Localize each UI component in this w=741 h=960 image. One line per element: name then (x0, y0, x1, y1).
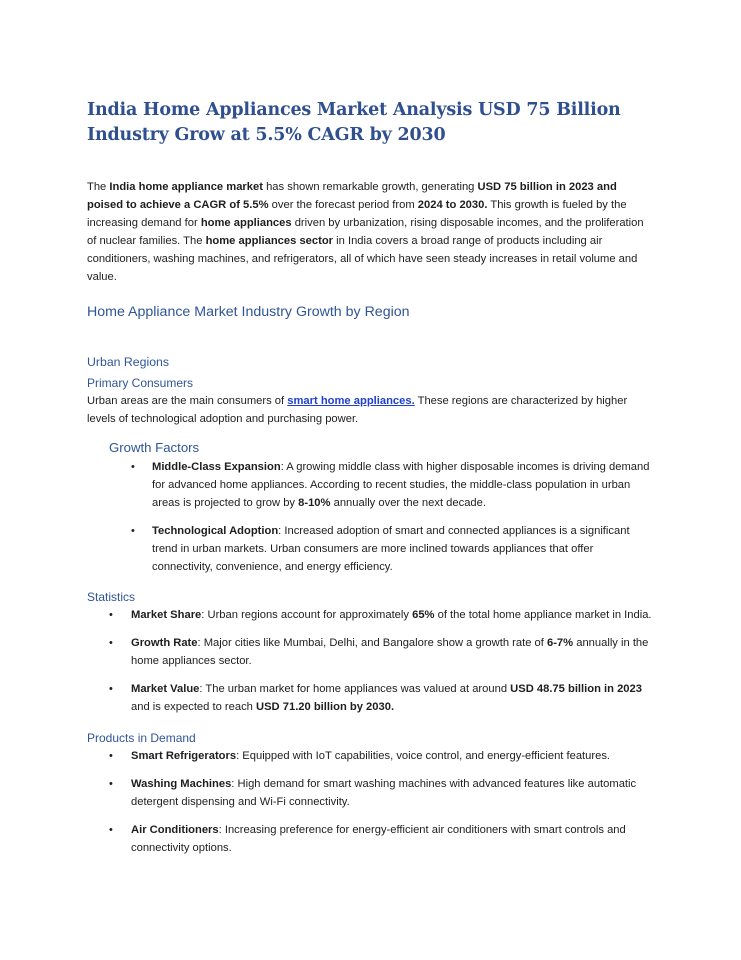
bullet-icon: • (109, 683, 113, 695)
list-item-bold: 8-10% (298, 497, 331, 509)
smart-home-appliances-link[interactable]: smart home appliances. (287, 395, 415, 407)
list-item-text: : Urban regions account for approximately (201, 609, 413, 621)
intro-text-6: in India covers a broad range of products including air conditioners, washing machines, and refrigerators, all of which have seen steady increases in retail volume and value. (87, 235, 638, 283)
list-item-label: Growth Rate (131, 637, 198, 649)
growth-factors-heading: Growth Factors (109, 440, 200, 455)
bullet-icon: • (131, 461, 135, 473)
primary-consumers-paragraph (87, 392, 653, 428)
list-item-label: Air Conditioners (131, 824, 219, 836)
list-item-text: : Increased adoption of smart and connected appliances is a significant trend in urban markets. Urban consumers are more inclined towards appliances that offer connectivity, convenience, and energy efficiency. (152, 525, 630, 573)
list-item-bold: USD 48.75 billion in 2023 (510, 683, 642, 695)
products-heading: Products in Demand (87, 731, 196, 745)
list-item-text: : Increasing preference for energy-efficient air conditioners with smart controls and connectivity options. (131, 824, 626, 854)
list-item-label: Washing Machines (131, 778, 232, 790)
list-item-text: : Equipped with IoT capabilities, voice control, and energy-efficient features. (236, 750, 611, 762)
intro-bold-4: home appliances (200, 217, 292, 229)
list-item (87, 680, 653, 716)
list-item-label: Technological Adoption (152, 525, 279, 537)
page-title: India Home Appliances Market Analysis USD 75 Billion Industry Grow at 5.5% CAGR by 2030 (87, 100, 621, 145)
intro-bold-5: home appliances sector (205, 235, 334, 247)
list-item-label: Smart Refrigerators (131, 750, 237, 762)
primary-text-2: These regions are characterized by higher levels of technological adoption and purchasing power. (87, 395, 628, 425)
bullet-icon: • (131, 525, 135, 537)
intro-text-3: over the forecast period from (268, 199, 418, 211)
list-item-label: Middle-Class Expansion (152, 461, 281, 473)
list-item-text-mid: and is expected to reach (131, 701, 257, 713)
statistics-heading: Statistics (87, 590, 136, 604)
list-item (87, 747, 653, 765)
list-item-text: : A growing middle class with higher disposable incomes is driving demand for advanced home appliances. According to recent studies, the middle-class population in urban areas is projected to grow by (152, 461, 650, 509)
list-item (87, 634, 653, 670)
list-item-label: Market Value (131, 683, 200, 695)
list-item-text: : The urban market for home appliances was valued at around (199, 683, 511, 695)
list-item-text-end: annually in the home appliances sector. (131, 637, 649, 667)
products-list (87, 747, 653, 857)
urban-regions-heading: Urban Regions (87, 355, 170, 369)
list-item (87, 775, 653, 811)
list-item-text: : High demand for smart washing machines with advanced features like automatic detergent dispensing and Wi-Fi connectivity. (131, 778, 637, 808)
document-page (87, 98, 653, 857)
intro-bold-3: 2024 to 2030. (417, 199, 488, 211)
bullet-icon: • (109, 750, 113, 762)
list-item (87, 606, 653, 624)
bullet-icon: • (109, 824, 113, 836)
intro-bold-2: USD 75 billion in 2023 and poised to achieve a CAGR of 5.5% (87, 181, 617, 211)
primary-consumers-heading: Primary Consumers (87, 376, 194, 390)
list-item (87, 821, 653, 857)
list-item-bold: 65% (412, 609, 435, 621)
intro-text-1: The (87, 181, 110, 193)
list-item-text-end: annually over the next decade. (330, 497, 486, 509)
list-item-text: : Major cities like Mumbai, Delhi, and Bangalore show a growth rate of (197, 637, 547, 649)
bullet-icon: • (109, 637, 113, 649)
list-item-text-end: of the total home appliance market in India. (434, 609, 652, 621)
growth-factors-list (87, 458, 653, 576)
intro-text-5: driven by urbanization, rising disposable incomes, and the proliferation of nuclear families. The (87, 217, 644, 247)
list-item (87, 458, 653, 512)
section-heading: Home Appliance Market Industry Growth by Region (87, 304, 410, 320)
statistics-list (87, 606, 653, 716)
primary-text-1: Urban areas are the main consumers of (87, 395, 288, 407)
intro-text-4: This growth is fueled by the increasing demand for (87, 199, 627, 229)
list-item-bold: 6-7% (546, 637, 574, 649)
bullet-icon: • (109, 778, 113, 790)
intro-text-2: has shown remarkable growth, generating (262, 181, 478, 193)
intro-paragraph (87, 178, 653, 286)
intro-bold-1: India home appliance market (109, 181, 263, 193)
bullet-icon: • (109, 609, 113, 621)
list-item-label: Market Share (131, 609, 202, 621)
list-item (87, 522, 653, 576)
list-item-bold-2: USD 71.20 billion by 2030. (256, 701, 395, 713)
